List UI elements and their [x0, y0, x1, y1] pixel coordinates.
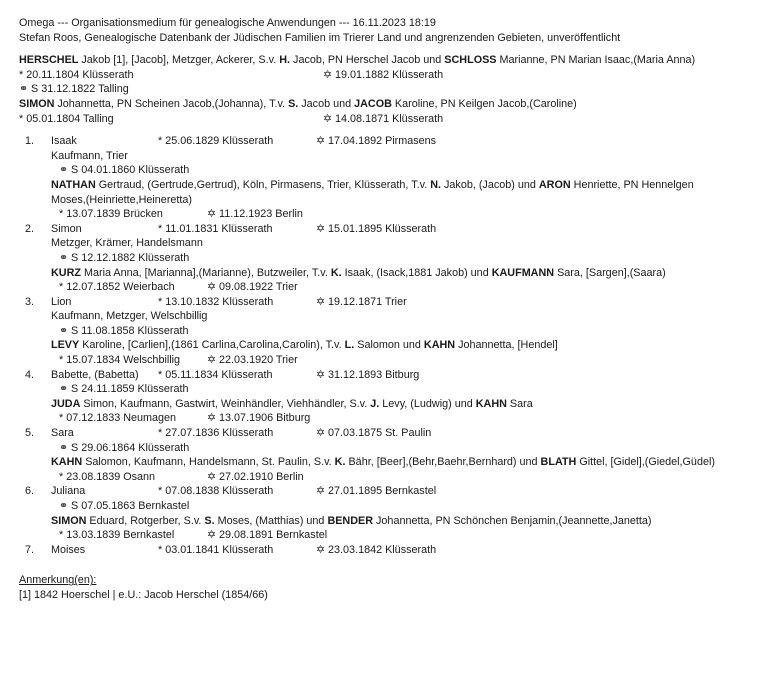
wife-surname: SIMON: [19, 97, 55, 110]
husband-name-text: Jakob [1], [Jacob], Metzger, Ackerer, S.v.: [78, 54, 280, 67]
spouse-text: Simon, Kaufmann, Gastwirt, Weinhändler, Viehhändler, S.v.: [80, 397, 371, 410]
child-name: Sara: [51, 427, 74, 440]
spouse-line: [19, 338, 769, 353]
child-occupation: Kaufmann, Metzger, Welschbillig: [51, 310, 208, 323]
child-marriage: ⚭ S 07.05.1863 Bernkastel: [59, 500, 190, 512]
child-occupation: Kaufmann, Trier: [51, 149, 128, 162]
spouse-parent-initial: S.: [204, 514, 215, 527]
spouse-text: Jakob, (Jacob) und: [441, 178, 539, 191]
note-item: [1] 1842 Hoerschel | e.U.: Jacob Herschel (1854/66): [19, 588, 268, 601]
spouse-text: Maria Anna, [Marianna],(Marianne), Butzweiler, T.v.: [81, 266, 331, 279]
child-birth: * 13.10.1832 Klüsserath: [158, 295, 274, 308]
child-header: [19, 543, 769, 558]
child-number: 3.: [25, 295, 35, 308]
child-number: 4.: [25, 368, 35, 381]
spouse-dates: [19, 411, 769, 426]
child-header: [19, 295, 769, 310]
child-number: 1.: [25, 135, 35, 148]
child-name: Babette, (Babetta): [51, 368, 139, 381]
child-marriage: ⚭ S 29.06.1864 Klüsserath: [59, 441, 190, 454]
spouse-text: Salomon und: [354, 339, 424, 352]
spouse-mother-surname: KAUFMANN: [491, 266, 555, 279]
child-death: ✡ 23.03.1842 Klüsserath: [316, 543, 437, 556]
spouse-line: [19, 514, 769, 529]
spouse-parent-initial: L.: [344, 339, 355, 352]
spouse-dates: [19, 528, 769, 543]
spouse-text: Johannetta, PN Schönchen Benjamin,(Jeannette,Janetta): [373, 514, 652, 527]
child-birth: * 03.01.1841 Klüsserath: [158, 543, 274, 556]
child-entry: [19, 295, 769, 368]
child-entry: [19, 543, 769, 558]
spouse-death: ✡ 13.07.1906 Bitburg: [207, 412, 311, 425]
child-entry: [19, 134, 769, 222]
child-marriage: ⚭ S 12.12.1882 Klüsserath: [59, 251, 190, 264]
child-entry: [19, 484, 769, 542]
child-death: ✡ 15.01.1895 Klüsserath: [316, 222, 437, 235]
child-marriage: ⚭ S 24.11.1859 Klüsserath: [59, 383, 189, 396]
spouse-text: Moses, (Matthias) und: [214, 514, 328, 527]
husband-end-text: Marianne, PN Marian Isaac,(Maria Anna): [496, 54, 696, 67]
child-header: [19, 426, 769, 441]
wife-end-text: Karoline, PN Keilgen Jacob,(Caroline): [391, 97, 577, 110]
spouse-mother-surname: ARON: [538, 178, 571, 191]
husband-birth: * 20.11.1804 Klüsserath: [19, 68, 134, 81]
husband-line: [19, 53, 769, 68]
spouse-birth: * 15.07.1834 Welschbillig: [59, 354, 181, 367]
spouse-surname: JUDA: [51, 397, 81, 410]
spouse-dates: [19, 280, 769, 295]
child-birth: * 27.07.1836 Klüsserath: [158, 427, 274, 440]
child-marriage: ⚭ S 04.01.1860 Klüsserath: [59, 164, 190, 177]
spouse-birth: * 12.07.1852 Weierbach: [59, 281, 175, 294]
spouse-mother-surname: KAHN: [475, 397, 507, 410]
spouse-surname: LEVY: [51, 339, 80, 352]
wife-father-initial: S.: [288, 97, 299, 110]
parents-marriage: ⚭ S 31.12.1822 Talling: [19, 83, 129, 96]
wife-line: [19, 97, 769, 112]
child-number: 6.: [25, 485, 35, 498]
child-name: Lion: [51, 295, 72, 308]
wife-name-text: Johannetta, PN Scheinen Jacob,(Johanna), T.v.: [54, 97, 289, 110]
spouse-birth: * 07.12.1833 Neumagen: [59, 412, 177, 425]
spouse-parent-initial: J.: [370, 397, 380, 410]
wife-mid-text: Jacob und: [298, 97, 355, 110]
child-number: 2.: [25, 222, 35, 235]
child-header: [19, 222, 769, 237]
child-birth: * 25.06.1829 Klüsserath: [158, 135, 274, 148]
spouse-parent-initial: K.: [334, 456, 346, 469]
spouse-line: [19, 266, 769, 281]
child-death: ✡ 17.04.1892 Pirmasens: [316, 135, 437, 148]
child-death: ✡ 07.03.1875 St. Paulin: [316, 427, 432, 440]
spouse-mother-surname: KAHN: [423, 339, 456, 352]
spouse-death: ✡ 09.08.1922 Trier: [207, 281, 298, 294]
spouse-line: [19, 397, 769, 412]
child-entry: [19, 368, 769, 426]
child-number: 5.: [25, 427, 35, 440]
spouse-death: ✡ 27.02.1910 Berlin: [207, 470, 304, 483]
children-list: [19, 134, 769, 557]
child-birth: * 11.01.1831 Klüsserath: [158, 222, 273, 235]
spouse-death: ✡ 29.08.1891 Bernkastel: [207, 529, 328, 542]
child-name: Moises: [51, 543, 86, 556]
child-entry: [19, 222, 769, 295]
spouse-text: Gertraud, (Gertrude,Gertrud), Köln, Pirmasens, Trier, Klüsserath, T.v.: [95, 178, 431, 191]
child-name: Simon: [51, 222, 82, 235]
child-number: 7.: [25, 543, 35, 556]
spouse-text: Bähr, [Beer],(Behr,Baehr,Bernhard) und: [345, 456, 541, 469]
spouse-dates: [19, 470, 769, 485]
spouse-text: Johannetta, [Hendel]: [455, 339, 558, 352]
spouse-text: Henriette, PN Hennelgen: [570, 178, 694, 191]
report-header-line2: Stefan Roos, Genealogische Datenbank der Jüdischen Familien im Trierer Land und angrenzenden Gebieten, unveröffentlicht: [19, 31, 621, 44]
husband-surname: HERSCHEL: [19, 54, 79, 67]
wife-dates: [19, 112, 769, 127]
wife-birth: * 05.01.1804 Talling: [19, 112, 114, 125]
spouse-text: Eduard, Rotgerber, S.v.: [86, 514, 205, 527]
spouse-line: [19, 455, 769, 470]
spouse-mother-surname: BENDER: [327, 514, 374, 527]
spouse-text: Salomon, Kaufmann, Handelsmann, St. Paulin, S.v.: [82, 456, 335, 469]
husband-mother-surname: SCHLOSS: [444, 54, 497, 67]
spouse-death: ✡ 11.12.1923 Berlin: [207, 208, 303, 221]
spouse-dates: [19, 207, 769, 222]
spouse-birth: * 13.07.1839 Brücken: [59, 208, 163, 221]
spouse-mother-surname: BLATH: [540, 456, 577, 469]
child-header: [19, 484, 769, 499]
husband-dates: [19, 68, 769, 83]
child-marriage: ⚭ S 11.08.1858 Klüsserath: [59, 324, 189, 337]
spouse-text: Sara: [506, 397, 533, 410]
spouse-line: [19, 178, 769, 193]
spouse-text: Levy, (Ludwig) und: [379, 397, 476, 410]
spouse-surname: NATHAN: [51, 178, 96, 191]
spouse-text: Karoline, [Carlien],(1861 Carlina,Carolina,Carolin), T.v.: [79, 339, 345, 352]
report-header-line1: Omega --- Organisationsmedium für genealogische Anwendungen --- 16.11.2023 18:19: [19, 17, 436, 29]
spouse-parent-initial: K.: [330, 266, 342, 279]
child-occupation: Metzger, Krämer, Handelsmann: [51, 237, 203, 250]
child-entry: [19, 426, 769, 484]
child-name: Isaak: [51, 135, 77, 148]
notes-title: Anmerkung(en):: [19, 574, 97, 587]
spouse-text: Isaak, (Isack,1881 Jakob) und: [341, 266, 492, 279]
child-death: ✡ 31.12.1893 Bitburg: [316, 368, 420, 381]
child-death: ✡ 19.12.1871 Trier: [316, 295, 407, 308]
child-birth: * 05.11.1834 Klüsserath: [158, 368, 273, 381]
spouse-text: Gittel, [Gidel],(Giedel,Güdel): [576, 456, 715, 469]
genealogy-report: [19, 16, 769, 603]
spouse-surname: KAHN: [51, 456, 83, 469]
spouse-line-continued: Moses,(Heinriette,Heineretta): [51, 193, 193, 206]
husband-father-initial: H.: [279, 54, 291, 67]
spouse-death: ✡ 22.03.1920 Trier: [207, 354, 298, 367]
spouse-birth: * 13.03.1839 Bernkastel: [59, 529, 175, 542]
child-header: [19, 368, 769, 383]
child-name: Juliana: [51, 485, 86, 498]
spouse-text: Sara, [Sargen],(Saara): [554, 266, 666, 279]
child-birth: * 07.08.1838 Klüsserath: [158, 485, 274, 498]
spouse-parent-initial: N.: [430, 178, 442, 191]
spouse-surname: SIMON: [51, 514, 87, 527]
spouse-birth: * 23.08.1839 Osann: [59, 470, 156, 483]
husband-mid-text: Jacob, PN Herschel Jacob und: [290, 54, 445, 67]
husband-death: ✡ 19.01.1882 Klüsserath: [323, 68, 444, 81]
child-header: [19, 134, 769, 149]
spouse-surname: KURZ: [51, 266, 81, 279]
wife-death: ✡ 14.08.1871 Klüsserath: [323, 112, 444, 125]
spouse-dates: [19, 353, 769, 368]
wife-mother-surname: JACOB: [354, 97, 392, 110]
child-death: ✡ 27.01.1895 Bernkastel: [316, 485, 437, 498]
